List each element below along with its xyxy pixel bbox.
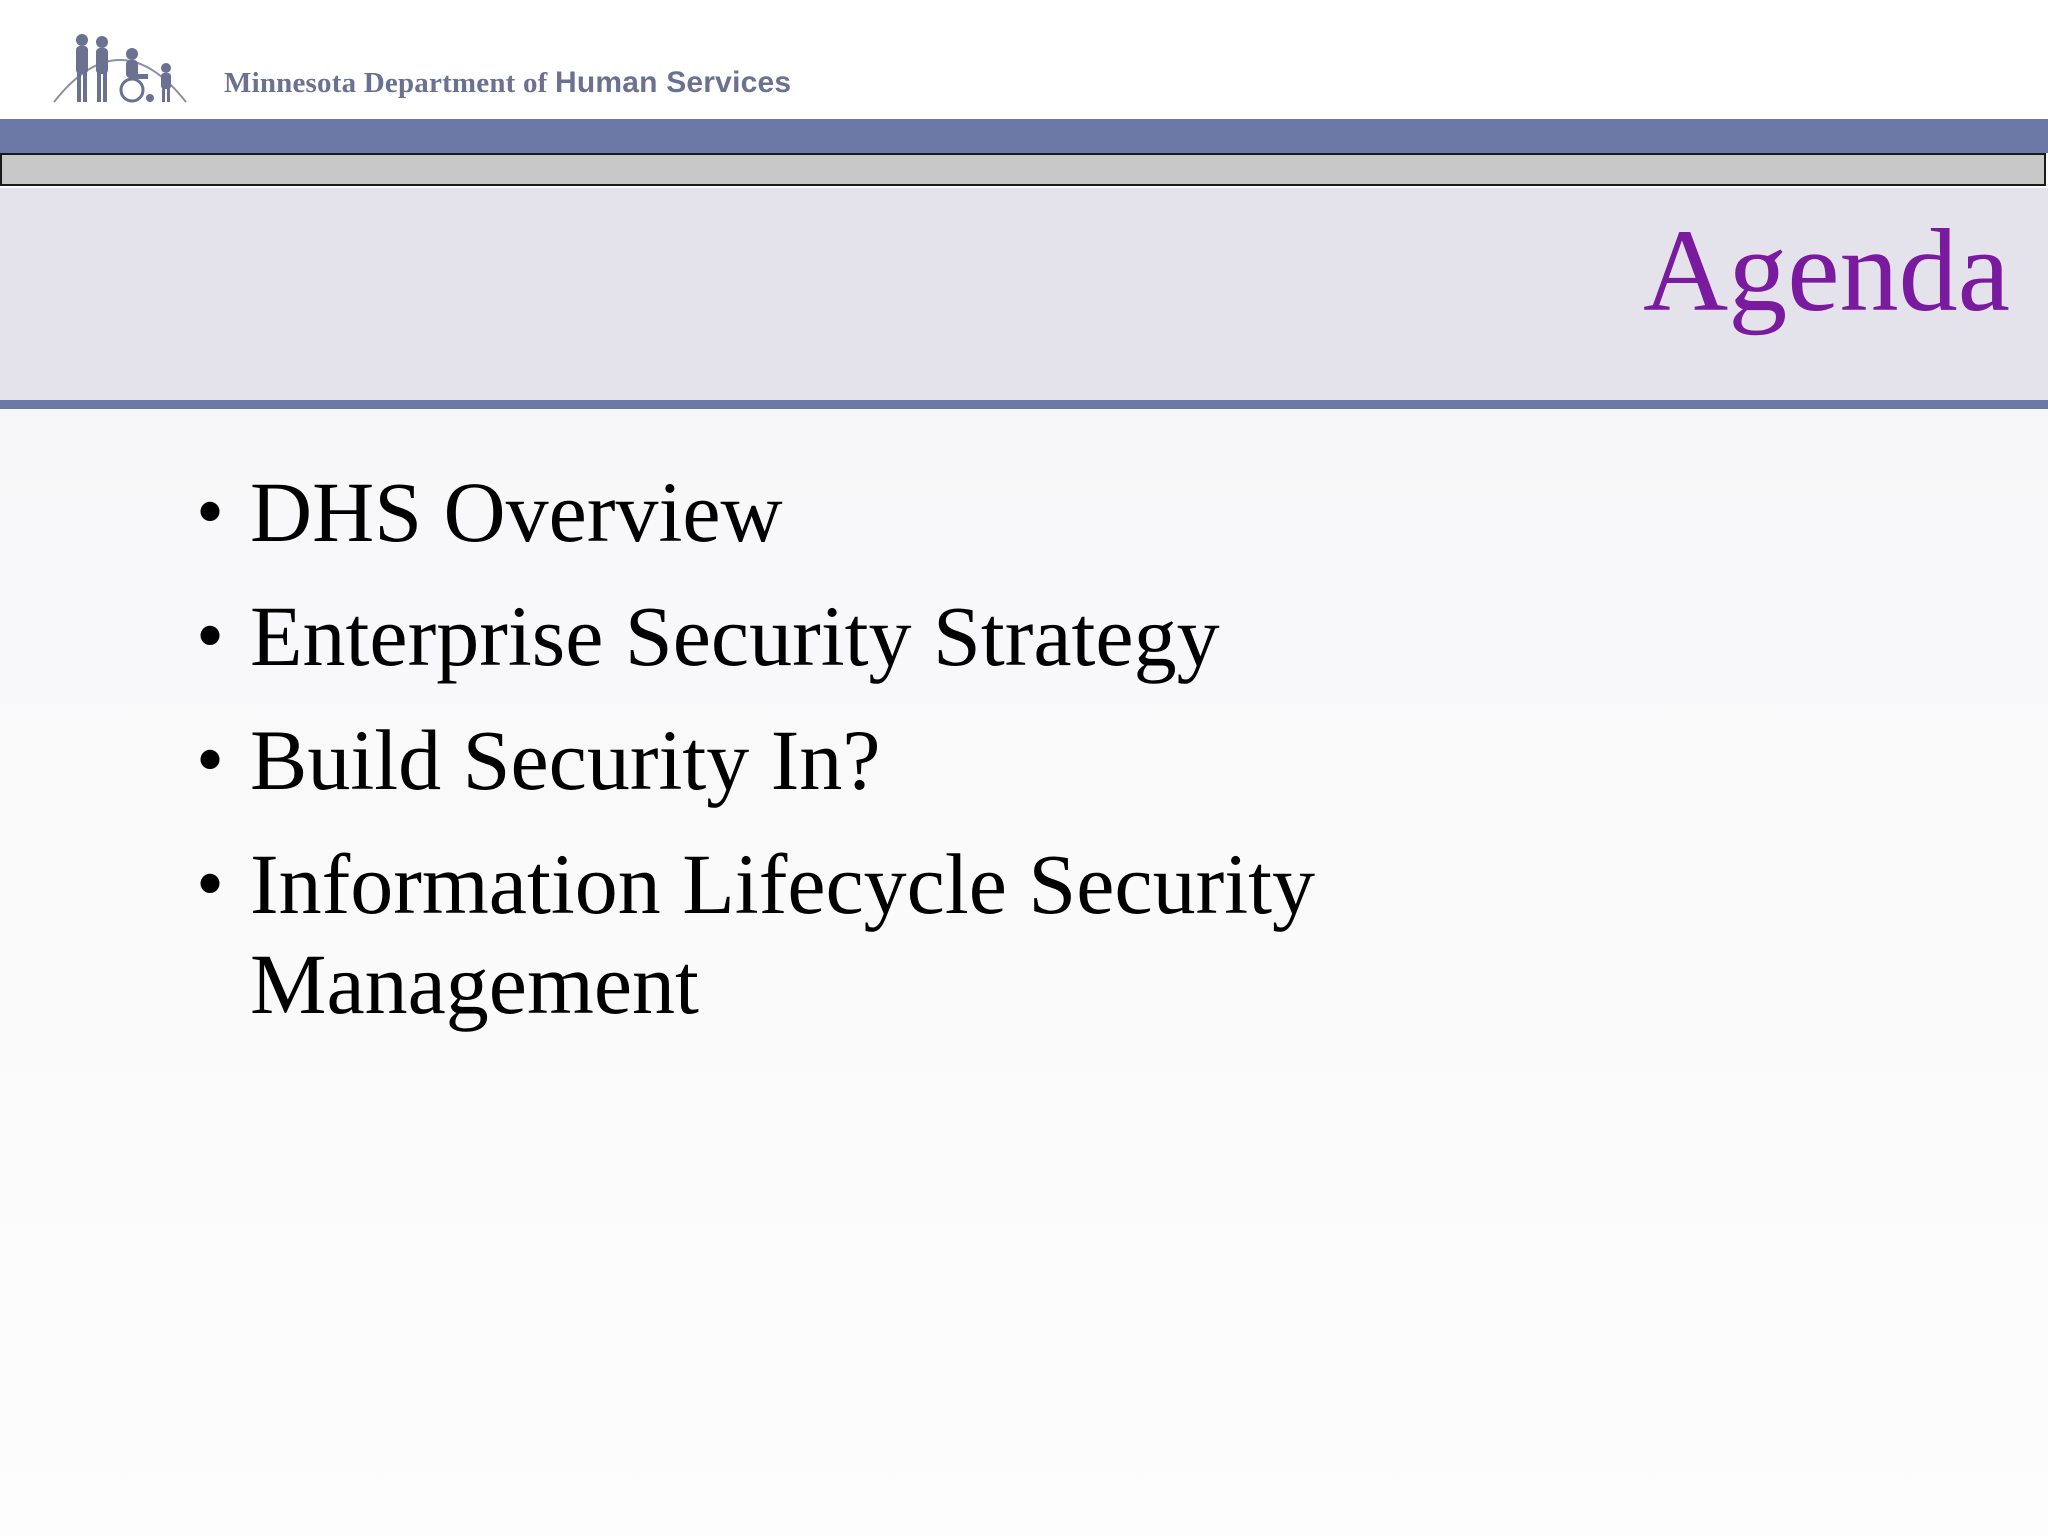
agenda-list-item (170, 710, 1470, 810)
bullet-icon: • (195, 716, 224, 804)
bullet-icon: • (195, 468, 224, 556)
agenda-list-item (170, 586, 1470, 686)
organization-name (224, 66, 791, 100)
agenda-item-text: Build Security In? (250, 712, 881, 808)
agenda-list (170, 462, 1470, 1058)
agenda-item-text: Information Lifecycle Security Management (250, 836, 1316, 1032)
family-silhouette-logo-icon (50, 28, 190, 104)
agenda-list-item (170, 834, 1470, 1034)
agenda-item-text: DHS Overview (250, 464, 783, 560)
organization-name-strong: Human Services (555, 66, 792, 99)
header-grey-bar (0, 153, 2046, 186)
bullet-icon: • (195, 592, 224, 680)
title-band-divider (0, 400, 2048, 409)
slide-header (0, 0, 2048, 119)
slide-title: Agenda (1643, 205, 2010, 336)
organization-name-prefix: Minnesota Department of (224, 67, 555, 99)
agenda-list-item (170, 462, 1470, 562)
bullet-icon: • (195, 840, 224, 928)
header-blue-bar (0, 119, 2048, 153)
agenda-item-text: Enterprise Security Strategy (250, 588, 1220, 684)
